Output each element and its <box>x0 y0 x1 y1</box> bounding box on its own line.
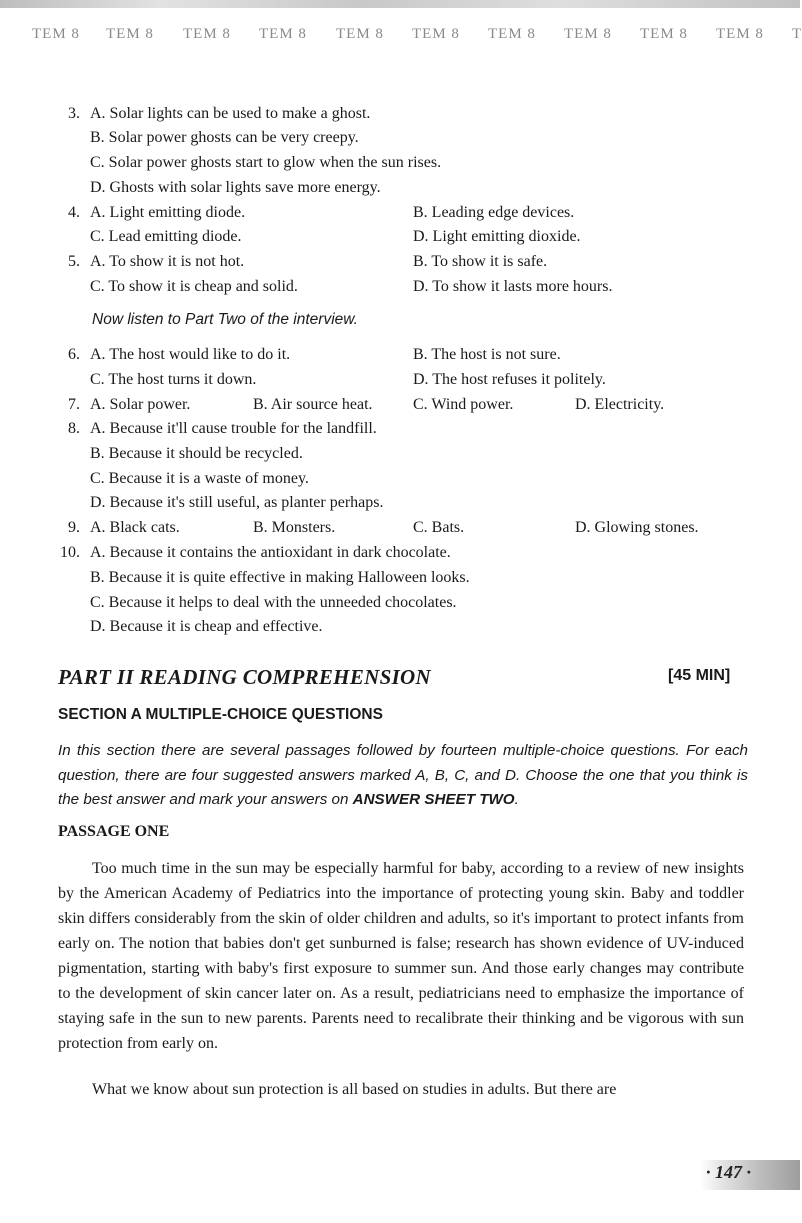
top-scan-bar <box>0 0 800 8</box>
option-c: C. Bats. <box>413 519 465 536</box>
option-a: A. Because it contains the antioxidant in dark chocolate. <box>90 544 451 561</box>
header-mark: TEM 8 <box>183 26 231 42</box>
header-mark: TEM 8 <box>564 26 612 42</box>
option-d: D. Because it's still useful, as planter perhaps. <box>90 494 384 511</box>
header-mark: TEM 8 <box>488 26 536 42</box>
option-d: D. Electricity. <box>575 396 665 413</box>
option-b: B. Leading edge devices. <box>413 204 575 221</box>
option-b: B. Because it should be recycled. <box>90 445 303 462</box>
option-a: A. Because it'll cause trouble for the landfill. <box>90 420 377 437</box>
option-b: B. Monsters. <box>253 519 336 536</box>
option-b: B. The host is not sure. <box>413 346 561 363</box>
header-mark: TEM 8 <box>716 26 764 42</box>
option-c: C. Because it is a waste of money. <box>90 470 309 487</box>
section-title: SECTION A MULTIPLE-CHOICE QUESTIONS <box>58 706 383 723</box>
question-number: 10. <box>60 544 80 561</box>
option-b: B. Because it is quite effective in making Halloween looks. <box>90 569 470 586</box>
option-d: D. Light emitting dioxide. <box>413 228 581 245</box>
passage-paragraph: Too much time in the sun may be especially harmful for baby, according to a review of new insights by the American Academy of Pediatrics into the importance of protecting young skin. Baby and toddler skin differs considerably from the skin of older children and adults, so it's important to protect infants from early on. The notion that babies don't get sunburned is false; research has shown evidence of UV-induced pigmentation, starting with baby's first exposure to summer sun. And those early changes may contribute to the development of skin cancer later on. As a result, pediatricians need to emphasize the importance of staying safe in the sun to new parents. Parents need to recalibrate their thinking and be vigorous with sun protection from early on. <box>58 860 744 1052</box>
option-b: B. Solar power ghosts can be very creepy. <box>90 129 359 146</box>
question-number: 9. <box>68 519 80 536</box>
part-two-note: Now listen to Part Two of the interview. <box>92 311 358 328</box>
option-a: A. Light emitting diode. <box>90 204 246 221</box>
option-c: C. Wind power. <box>413 396 514 413</box>
option-a: A. Solar lights can be used to make a ghost. <box>90 105 371 122</box>
question-number: 8. <box>68 420 80 437</box>
option-b: B. Air source heat. <box>253 396 373 413</box>
option-d: D. The host refuses it politely. <box>413 371 606 388</box>
question-number: 4. <box>68 204 80 221</box>
header-mark: T <box>792 26 802 42</box>
page-number-text: · 147 · <box>706 1162 751 1182</box>
question-number: 6. <box>68 346 80 363</box>
question-number: 7. <box>68 396 80 413</box>
header-mark: TEM 8 <box>640 26 688 42</box>
answer-sheet-label: ANSWER SHEET TWO <box>352 791 515 808</box>
option-c: C. Solar power ghosts start to glow when the sun rises. <box>90 154 442 171</box>
passage-paragraph: What we know about sun protection is all based on studies in adults. But there are <box>92 1081 617 1098</box>
option-a: A. The host would like to do it. <box>90 346 291 363</box>
option-c: C. To show it is cheap and solid. <box>90 278 298 295</box>
option-a: A. Black cats. <box>90 519 180 536</box>
option-d: D. Glowing stones. <box>575 519 699 536</box>
option-b: B. To show it is safe. <box>413 253 548 270</box>
header-mark: TEM 8 <box>259 26 307 42</box>
instructions-text: In this section there are several passages followed by fourteen multiple-choice questions. For each question, there are four suggested answers marked A, B, C, and D. Choose the one that you think is the best answer and mark your answers on <box>58 742 748 808</box>
option-a: A. Solar power. <box>90 396 191 413</box>
page-number <box>700 1160 800 1190</box>
passage-title: PASSAGE ONE <box>58 823 170 840</box>
header-mark: TEM 8 <box>336 26 384 42</box>
part-title: PART II READING COMPREHENSION <box>58 665 431 689</box>
option-c: C. Lead emitting diode. <box>90 228 242 245</box>
section-instructions <box>58 739 748 813</box>
part-time: [45 MIN] <box>668 667 731 684</box>
question-number: 3. <box>68 105 80 122</box>
option-d: D. Because it is cheap and effective. <box>90 618 323 635</box>
option-a: A. To show it is not hot. <box>90 253 245 270</box>
header-mark: TEM 8 <box>412 26 460 42</box>
instructions-end: . <box>514 791 519 808</box>
option-d: D. To show it lasts more hours. <box>413 278 613 295</box>
option-d: D. Ghosts with solar lights save more energy. <box>90 179 381 196</box>
header-mark: TEM 8 <box>106 26 154 42</box>
question-number: 5. <box>68 253 80 270</box>
option-c: C. The host turns it down. <box>90 371 257 388</box>
running-header <box>0 26 800 50</box>
header-mark: TEM 8 <box>32 26 80 42</box>
option-c: C. Because it helps to deal with the unneeded chocolates. <box>90 594 457 611</box>
